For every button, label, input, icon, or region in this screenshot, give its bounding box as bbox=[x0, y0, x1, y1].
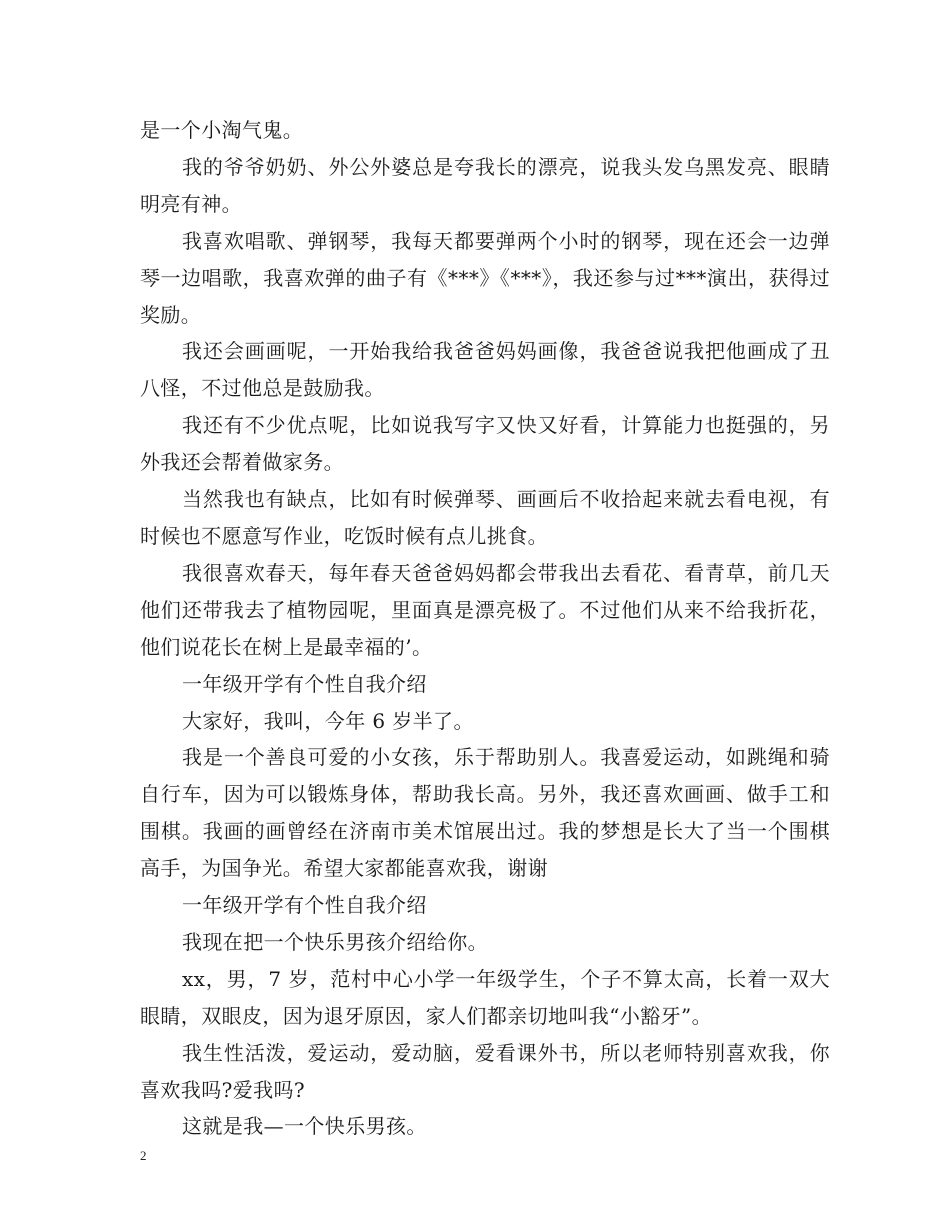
paragraph: 我很喜欢春天，每年春天爸爸妈妈都会带我出去看花、看青草，前几天他们还带我去了植物园呢，里面真是漂亮极了。不过他们从来不给我折花，他们说花长在树上是最幸福的’。 bbox=[140, 560, 830, 659]
document-body bbox=[140, 112, 830, 1145]
paragraph: 我生性活泼，爱运动，爱动脑，爱看课外书，所以老师特别喜欢我，你喜欢我吗?爱我吗? bbox=[140, 1040, 830, 1102]
paragraph: 我现在把一个快乐男孩介绍给你。 bbox=[182, 929, 488, 954]
paragraph: 是一个小淘气鬼。 bbox=[140, 118, 304, 142]
paragraph: 我喜欢唱歌、弹钢琴，我每天都要弹两个小时的钢琴，现在还会一边弹琴一边唱歌，我喜欢弹的曲子有《***》《***》，我还参与过***演出，获得过奖励。 bbox=[140, 228, 830, 327]
paragraph: 我还有不少优点呢，比如说我写字又快又好看，计算能力也挺强的，另外我还会帮着做家务。 bbox=[140, 413, 830, 475]
paragraph: xx，男，7 岁，范村中心小学一年级学生，个子不算太高，长着一双大眼睛，双眼皮，因为退牙原因，家人们都亲切地叫我“小豁牙”。 bbox=[140, 966, 830, 1028]
paragraph: 这就是我—一个快乐男孩。 bbox=[182, 1114, 427, 1139]
page-number: 2 bbox=[140, 1148, 147, 1163]
section-heading: 一年级开学有个性自我介绍 bbox=[182, 893, 427, 918]
paragraph: 当然我也有缺点，比如有时候弹琴、画画后不收拾起来就去看电视，有时候也不愿意写作业，吃饭时候有点儿挑食。 bbox=[140, 487, 830, 548]
paragraph: 我是一个善良可爱的小女孩，乐于帮助别人。我喜爱运动，如跳绳和骑自行车，因为可以锻炼身体，帮助我长高。另外，我还喜欢画画、做手工和围棋。我画的画曾经在济南市美术馆展出过。我的梦想是长大了当一个围棋高手，为国争光。希望大家都能喜欢我，谢谢 bbox=[140, 745, 830, 881]
section-heading: 一年级开学有个性自我介绍 bbox=[182, 671, 427, 696]
paragraph: 大家好，我叫，今年 6 岁半了。 bbox=[182, 708, 474, 733]
paragraph: 我的爷爷奶奶、外公外婆总是夸我长的漂亮，说我头发乌黑发亮、眼睛明亮有神。 bbox=[140, 154, 830, 216]
paragraph: 我还会画画呢，一开始我给我爸爸妈妈画像，我爸爸说我把他画成了丑八怪，不过他总是鼓励我。 bbox=[140, 339, 830, 401]
